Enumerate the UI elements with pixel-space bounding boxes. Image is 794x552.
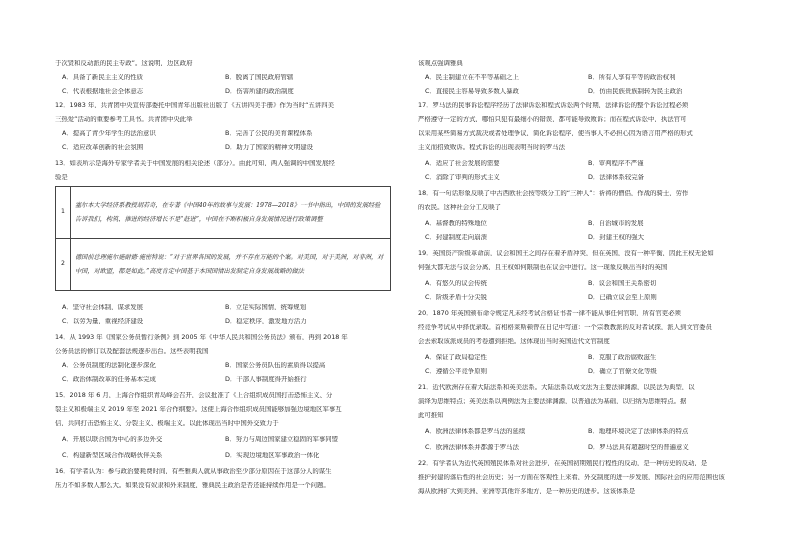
- option-c: C．代表根据地社会全体意志: [62, 88, 144, 95]
- q20-stem-line-1: 20．1870 年英国颁布命令规定凡未经考试合格证书者一律不能从事任何官职，所有官吏必须: [418, 310, 681, 317]
- q12-option-b: B．完善了公民的美育课程体系: [225, 130, 313, 137]
- q17-option-c: C．消除了审判的形式主义: [425, 174, 500, 181]
- q12-option-c: C．适应改革创新的社会氛围: [62, 144, 144, 151]
- q12-option-a: A．提高了青少年学生的法治意识: [62, 130, 156, 137]
- q14-option-a: A．公务员制度的法制化逐步深化: [62, 362, 156, 369]
- row-number: 2: [56, 239, 71, 291]
- q20-stem-line-2: 经竞争考试从中择优录取。首相格莱斯顿曾在日记中写道：一个宗教教派的反对者试探，派人到文官委员: [418, 324, 712, 331]
- q15-stem-line-1: 15．2018 年 6 月，上海合作组织青岛峰会召开，会议批准了《上合组织成员国打击恐怖主义、分: [55, 392, 333, 399]
- option-a: A．具备了新民主主义的性质: [62, 74, 144, 81]
- q16-option-d: D．仿由民族贵族制转为民主政治: [588, 88, 683, 95]
- q13-option-b: B．立足实际国情，统筹规划: [225, 304, 307, 311]
- q14-option-b: B．国家公务员队伍的素质得以提高: [225, 362, 326, 369]
- row-text: 塞尔本大学经济系教授胡若奇，在专著《中国40年的故事与发展：1978—2018》一书中指出，中国的发展经验告诉我们，构筑、推进的经济增长不是“赶进”，中国在不断积极自身发展情况进行政策调整: [71, 187, 391, 239]
- q19-option-c: C．阶级矛盾十分尖锐: [425, 294, 487, 301]
- q13-stem-line-1: 13．如表所示是海外专家学者关于中国发展的相关论述（部分）。由此可知，两人强调的中国发展经: [55, 160, 335, 167]
- q18-stem-line-2: 的农民。这种社会分工反映了: [418, 204, 502, 211]
- q12-option-d: D．助力了国家的精神文明建设: [225, 144, 313, 151]
- q21-option-b: B．地理环境决定了法律体系的特点: [588, 428, 689, 435]
- q17-stem-line-4: 主义而招致败诉。程式诉讼的出现表明当时的罗马法: [418, 144, 565, 151]
- q13-quote-table: [55, 186, 391, 291]
- q18-stem-line-1: 18．有一句话形象反映了中古西欧社会按等级分工的“三种人”：祈祷的僧侣，作战的骑士，劳作: [418, 190, 689, 197]
- q21-option-a: A．欧洲法律体系都是罗马法的延续: [425, 428, 526, 435]
- q14-stem-line-1: 14．从 1993 年《国家公务员暂行条例》到 2005 年《中华人民共和国公务员法》颁布，再到 2018 年: [55, 334, 348, 341]
- q20-stem-line-3: 会去索取该派成员的考卷遭到拒绝。这体现出当时英国近代文官制度: [418, 338, 610, 345]
- q15-stem-line-2: 裂主义和极端主义 2019 年至 2021 年合作纲要》。这使上海合作组织成员国能够加强边境地区军事互: [55, 406, 342, 413]
- q16-option-c: C．直接民主容易导致多数人暴政: [425, 88, 519, 95]
- q17-option-b: B．审判程序不严谨: [588, 160, 644, 167]
- q13-stem-line-2: 验是: [55, 174, 68, 181]
- q13-option-c: C．以劳为量，重视经济建设: [62, 318, 144, 325]
- q18-option-d: D．封建王权的强大: [588, 234, 645, 241]
- q22-stem-line-1: 22．有学者认为近代英国殖民体系对社会进步，在英国初期殖民行程性的反动，是一种历史的反动，是: [418, 460, 708, 467]
- q15-option-b: B．努力与周边国家建立稳固的军事同盟: [225, 436, 339, 443]
- q19-option-a: A．有悠久的议会传统: [425, 280, 487, 287]
- q14-option-d: D．干部人事制度得开始推行: [225, 376, 307, 383]
- q14-option-c: C．政治体制改革的任务基本完成: [62, 376, 156, 383]
- q20-option-d: D．确立了官僚文化等级: [588, 368, 657, 375]
- question-intro-continuation: 于次贤和反动派的民主专政”。这说明，边区政府: [55, 60, 193, 67]
- table-row: [56, 187, 391, 239]
- q21-stem-line-2: 演绎为思维特点；英美法系以判例法为主要法律渊源，以普通法为基础，以归纳为思维特点。据: [418, 398, 687, 405]
- q21-option-c: C．欧洲法律体系并都源于罗马法: [425, 444, 519, 451]
- q18-option-c: C．封建制度走向崩溃: [425, 234, 487, 241]
- row-text: 德国前总理施尔施耐德·施密特说：“对于世界各国的发展，并不存在万能的个案。对美国，对于美洲，对非洲，对中国，对欧盟，都是如此。”高度肯定中国基于本国国情出发制定自身发展战略的做法: [71, 239, 391, 291]
- q19-option-b: B．议会和国王关系密切: [588, 280, 657, 287]
- q22-stem-line-2: 推护封建的落后性的社会历史；另一方面在客观性上来看，外交制度的进一步发展，国际社会的应用范围也该: [418, 474, 725, 481]
- q14-stem-line-2: 公务员法的修订以及配套法规逐步出台。这些表明我国: [55, 348, 209, 355]
- q15-option-a: A．开展以联合国为中心的多边外交: [62, 436, 163, 443]
- q16-option-a: A．民主制建立在不平等基础之上: [425, 74, 519, 81]
- q17-stem-line-3: 以采用某些简易方式裁决或者处理争议，简化诉讼程序，使当事人不必担心因为语言用严格的形式: [418, 130, 693, 137]
- q19-option-d: D．已确立议会至上原则: [588, 294, 657, 301]
- q12-stem-line-2: 三热爱”活动的重要参考工具书。共青团中央此举: [55, 116, 193, 123]
- row-number: 1: [56, 187, 71, 239]
- q15-option-c: C．构建新型区域合作战略伙伴关系: [62, 452, 163, 459]
- option-d: D．伤害所建的政治制度: [225, 88, 294, 95]
- q15-option-d: D．实现边境地区军事政治一体化: [225, 452, 320, 459]
- q17-stem-line-1: 17．罗马法的民事诉讼程序经历了法律诉讼和程式诉讼两个时期，法律诉讼的整个诉讼过程必须: [418, 102, 689, 109]
- q20-option-b: B．克服了政治腐败滋生: [588, 354, 657, 361]
- q22-stem-line-3: 海从欧洲扩大到美洲、亚洲等其他许多地方，是一种历史的进步。这该体系是: [418, 488, 636, 495]
- option-b: B．脱离了国民政府管辖: [225, 74, 294, 81]
- q17-option-d: D．法律体系较完备: [588, 174, 645, 181]
- q16-stem-line-1: 16．有学者认为：参与政治要耗费时间，有些雅典人就从事政治至少部分原因在于这部分人的谋生: [55, 468, 332, 475]
- q16-stem-line-2: 压力不如多数人那么大。如果没有奴隶和外来制度，雅典民主政治是否还能持续作用是一个问题。: [55, 482, 330, 489]
- q18-option-b: B．自治城市的发展: [588, 220, 644, 227]
- q17-stem-line-2: 严格遵守一定的方式，哪怕只犯有最细小的错误，都可能导致败诉；而在程式诉讼中，执法官可: [418, 116, 687, 123]
- q16-continuation: 该观点强调雅典: [418, 60, 463, 67]
- table-row: [56, 239, 391, 291]
- q13-option-a: A．坚守社会体制，谋求发展: [62, 304, 144, 311]
- q15-stem-line-3: 信，共同打击恐怖主义、分裂主义、极端主义。以此体现出当时中国外交致力于: [55, 420, 279, 427]
- q17-option-a: A．适应了社会发展的需要: [425, 160, 500, 167]
- q19-stem-line-2: 何强大都无法与议会分离，且王权如何限制也在议会中进行。这一现象反映出当时的英国: [418, 264, 668, 271]
- q20-option-a: A．保证了政局稳定性: [425, 354, 487, 361]
- q19-stem-line-1: 19．英国资产阶级革命前，议会和国王之间存在着矛盾冲突，但在英国，没有一种平衡，因此王权无论如: [418, 250, 714, 257]
- q20-option-c: C．遵循公平竞争原则: [425, 368, 487, 375]
- q13-option-d: D．稳定秩序，激发地方活力: [225, 318, 307, 325]
- q21-stem-line-1: 21．近代欧洲存在着大陆法系和英美法系。大陆法系以成文法为主要法律渊源，以民法为典型，以: [418, 384, 695, 391]
- q21-stem-line-3: 此可推知: [418, 412, 444, 419]
- q16-option-b: B．所有人享有平等的政治权利: [588, 74, 676, 81]
- q12-stem-line-1: 12．1983 年，共青团中央宣传部委托中国青年出版社出版了《五讲四美手册》作为当时“五讲四美: [55, 102, 334, 109]
- q21-option-d: D．罗马法具有超越时空的普遍意义: [588, 444, 689, 451]
- q18-option-a: A．基督教的特殊地位: [425, 220, 487, 227]
